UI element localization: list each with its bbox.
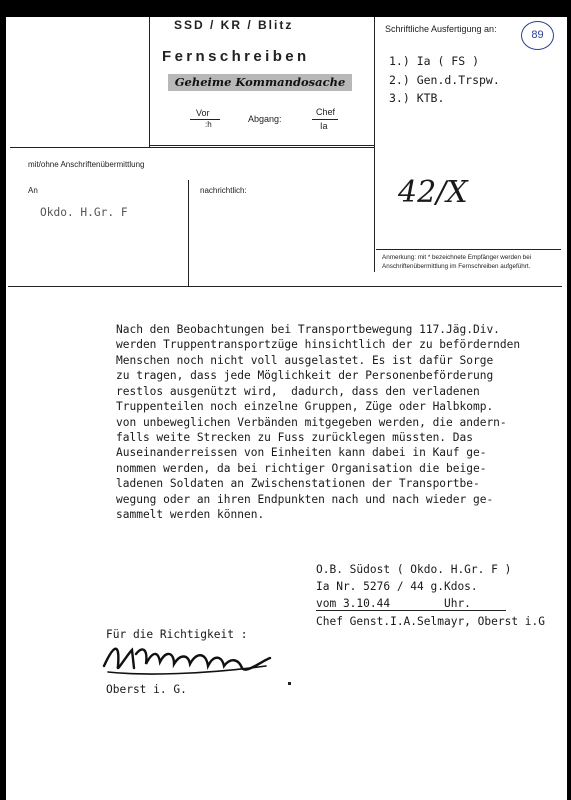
form-divider — [374, 17, 375, 272]
classification-stamp: Geheime Kommandosache — [168, 74, 352, 91]
body-line: restlos ausgenützt wird, dadurch, dass den verladenen — [116, 385, 480, 398]
form-divider — [376, 249, 561, 250]
body-line: zu tragen, dass jede Möglichkeit der Personenbeförderung — [116, 369, 494, 382]
body-line: nommen werden, da bei richtiger Organisation die beige- — [116, 462, 487, 475]
vor-line — [190, 119, 220, 120]
body-line: werden Truppentransportzüge hinsichtlich der zu befördernden — [116, 338, 521, 351]
body-line: Auseinanderreissen von Einheiten kann dabei in Kauf ge- — [116, 446, 487, 459]
signature-ref: Ia Nr. 5276 / 44 g.Kdos. — [316, 580, 478, 593]
document-title: Fernschreiben — [162, 48, 310, 65]
body-line: von unbeweglichen Verbänden mitgegeben werden, die andern- — [116, 416, 507, 429]
form-divider — [10, 147, 374, 148]
form-divider — [149, 145, 374, 146]
to-label: An — [28, 186, 38, 195]
recipient-note: Anmerkung: mit * bezeichnete Empfänger werden bei Anschriftenübermittlung im Fernschreiben aufgeführt. — [382, 254, 532, 270]
recipient-line: 3.) KTB. — [389, 91, 445, 105]
body-line: wegung oder an ihren Endpunkten nach und nach wieder ge- — [116, 493, 494, 506]
precedence-tag: SSD / KR / Blitz — [174, 18, 294, 32]
signature-chief: Chef Genst.I.A.Selmayr, Oberst i.G — [316, 615, 546, 628]
signature-unit: O.B. Südost ( Okdo. H.Gr. F ) — [316, 563, 512, 576]
chef-sub: Ia — [320, 121, 328, 131]
date-underline — [316, 610, 506, 611]
transmission-label: mit/ohne Anschriftenübermittlung — [28, 160, 145, 169]
scan-border-top — [0, 0, 571, 17]
scan-border-left — [0, 0, 6, 800]
form-divider — [188, 180, 189, 287]
certification-rank: Oberst i. G. — [106, 683, 187, 696]
vor-sub: :h — [205, 120, 212, 129]
vor-label: Vor — [196, 108, 210, 118]
ink-dot — [288, 682, 291, 685]
scan-border-right — [567, 0, 571, 800]
recipient-line: 1.) Ia ( FS ) — [389, 54, 480, 68]
form-divider — [8, 286, 562, 287]
recipient-line: 2.) Gen.d.Trspw. — [389, 73, 500, 87]
body-line: Truppenteilen noch einzelne Gruppen, Züge oder Halbkomp. — [116, 400, 494, 413]
written-copy-label: Schriftliche Ausfertigung an: — [385, 24, 497, 34]
form-divider — [149, 17, 150, 147]
signature-date: vom 3.10.44 Uhr. — [316, 597, 471, 610]
handwritten-signature — [96, 636, 286, 680]
to-value: Okdo. H.Gr. F — [40, 206, 128, 219]
abgang-label: Abgang: — [248, 114, 282, 124]
chef-line — [312, 119, 338, 120]
body-line: ladenen Soldaten an Zwischenstationen der Transportbe- — [116, 477, 480, 490]
body-line: falls weite Strecken zu Fuss zurücklegen müssten. Das — [116, 431, 473, 444]
body-line: Menschen noch nicht voll ausgelastet. Es ist dafür Sorge — [116, 354, 494, 367]
chef-label: Chef — [316, 107, 336, 117]
cc-label: nachrichtlich: — [200, 186, 247, 195]
body-line: sammelt werden können. — [116, 508, 265, 521]
certification-label: Für die Richtigkeit : — [106, 628, 248, 641]
handwritten-number: 42/X — [398, 175, 468, 210]
page-number-seal: 89 — [521, 21, 554, 50]
body-line: Nach den Beobachtungen bei Transportbewegung 117.Jäg.Div. — [116, 323, 500, 336]
